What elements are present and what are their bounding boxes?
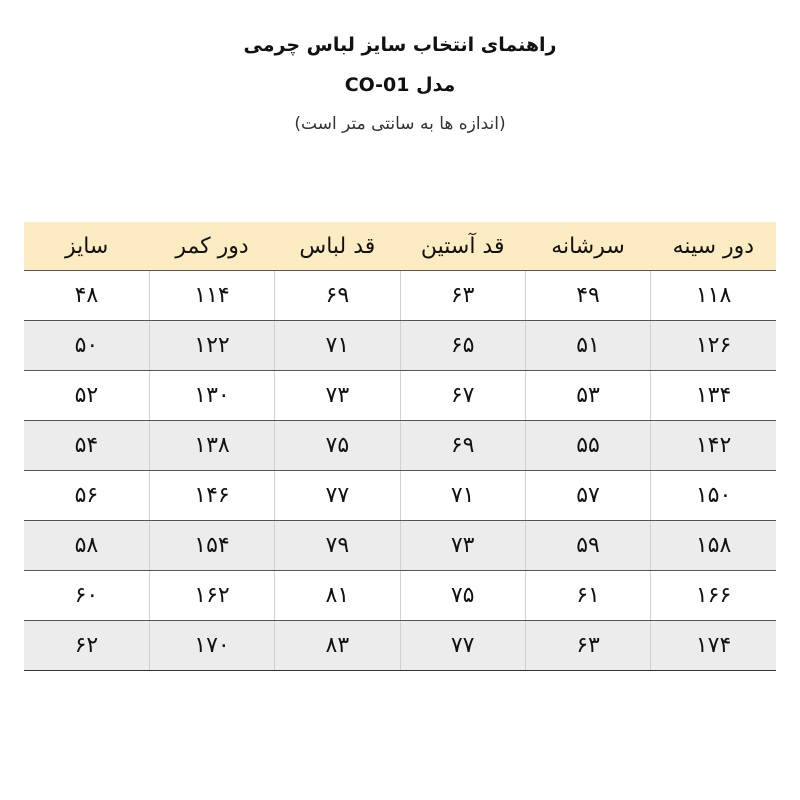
table-cell: ۱۲۲: [149, 321, 274, 371]
column-header-chest: دور سینه: [651, 222, 776, 271]
table-cell: ۵۱: [525, 321, 650, 371]
table-cell: ۵۰: [24, 321, 149, 371]
table-cell: ۶۵: [400, 321, 525, 371]
table-cell: ۵۷: [525, 471, 650, 521]
table-cell: ۸۱: [275, 571, 400, 621]
table-cell: ۷۹: [275, 521, 400, 571]
table-cell: ۵۹: [525, 521, 650, 571]
table-cell: ۶۰: [24, 571, 149, 621]
column-header-shoulder: سرشانه: [525, 222, 650, 271]
table-row: [24, 521, 776, 571]
column-header-size: سایز: [24, 222, 149, 271]
column-header-sleeve-length: قد آستین: [400, 222, 525, 271]
table-cell: ۷۱: [275, 321, 400, 371]
table-cell: ۵۵: [525, 421, 650, 471]
table-cell: ۱۱۸: [651, 271, 776, 321]
table-cell: ۴۹: [525, 271, 650, 321]
table-cell: ۷۵: [400, 571, 525, 621]
table-cell: ۶۹: [400, 421, 525, 471]
table-cell: ۴۸: [24, 271, 149, 321]
table-cell: ۷۳: [275, 371, 400, 421]
table-row: [24, 321, 776, 371]
table-cell: ۱۱۴: [149, 271, 274, 321]
table-cell: ۷۷: [275, 471, 400, 521]
table-cell: ۱۷۰: [149, 621, 274, 671]
model-label: مدل CO-01: [344, 74, 456, 96]
table-cell: ۱۶۲: [149, 571, 274, 621]
table-row: [24, 621, 776, 671]
table-cell: ۷۱: [400, 471, 525, 521]
table-cell: ۶۲: [24, 621, 149, 671]
table-cell: ۵۸: [24, 521, 149, 571]
size-table: [24, 222, 776, 671]
table-cell: ۷۳: [400, 521, 525, 571]
column-header-waist: دور کمر: [149, 222, 274, 271]
table-row: [24, 421, 776, 471]
table-cell: ۷۵: [275, 421, 400, 471]
table-row: [24, 271, 776, 321]
table-cell: ۶۷: [400, 371, 525, 421]
column-header-garment-length: قد لباس: [275, 222, 400, 271]
table-cell: ۶۳: [525, 621, 650, 671]
table-body: [24, 271, 776, 671]
table-cell: ۱۴۲: [651, 421, 776, 471]
table-cell: ۱۳۸: [149, 421, 274, 471]
table-cell: ۱۳۰: [149, 371, 274, 421]
table-cell: ۵۳: [525, 371, 650, 421]
table-cell: ۷۷: [400, 621, 525, 671]
header-row: [24, 222, 776, 271]
table-cell: ۱۲۶: [651, 321, 776, 371]
unit-note: (اندازه ها به سانتی متر است): [294, 114, 506, 134]
table-cell: ۱۵۸: [651, 521, 776, 571]
table-cell: ۵۶: [24, 471, 149, 521]
table-cell: ۱۴۶: [149, 471, 274, 521]
table-cell: ۱۷۴: [651, 621, 776, 671]
table-cell: ۱۶۶: [651, 571, 776, 621]
table-row: [24, 471, 776, 521]
table-cell: ۸۳: [275, 621, 400, 671]
page-title: راهنمای انتخاب سایز لباس چرمی: [243, 34, 557, 56]
table-cell: ۱۳۴: [651, 371, 776, 421]
table-cell: ۱۵۰: [651, 471, 776, 521]
table-cell: ۶۳: [400, 271, 525, 321]
table-row: [24, 571, 776, 621]
table-cell: ۱۵۴: [149, 521, 274, 571]
table-cell: ۶۹: [275, 271, 400, 321]
table-cell: ۵۴: [24, 421, 149, 471]
table-row: [24, 371, 776, 421]
table-cell: ۶۱: [525, 571, 650, 621]
table-cell: ۵۲: [24, 371, 149, 421]
table-header: [24, 222, 776, 271]
